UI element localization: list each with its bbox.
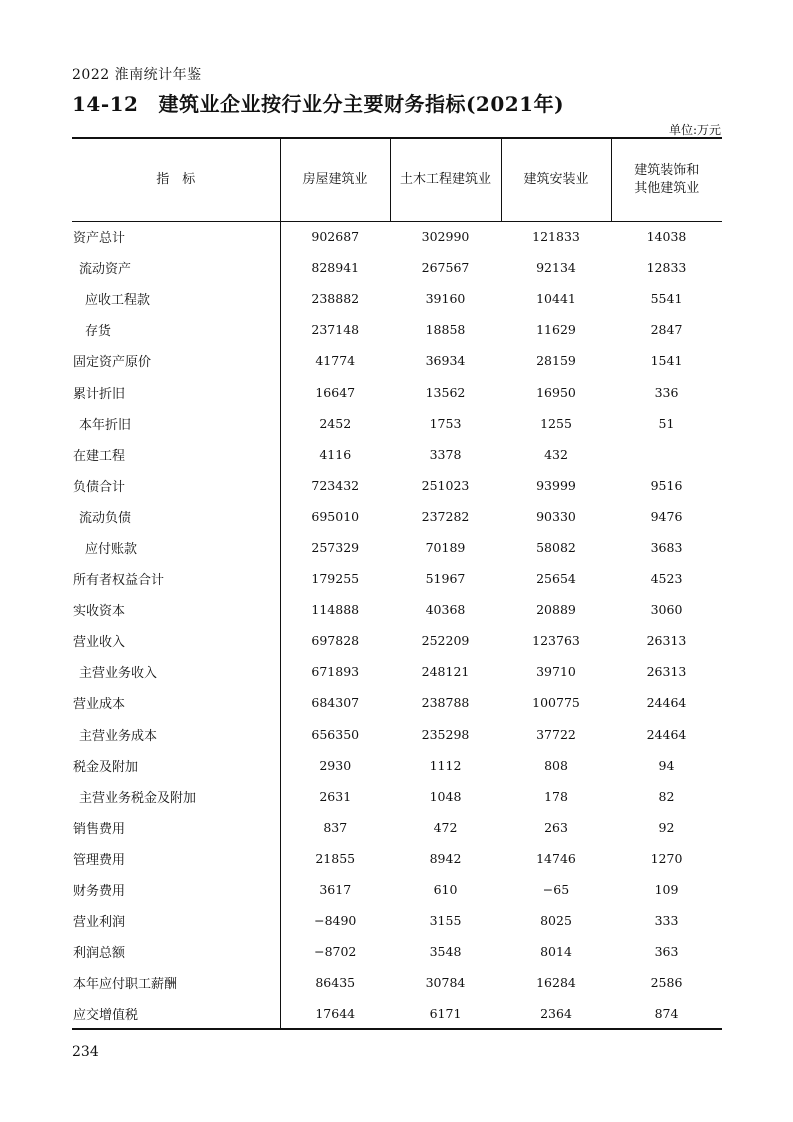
cell-value: 16647: [315, 384, 356, 400]
cell-value: 610: [433, 882, 458, 898]
cell-value: 2847: [650, 322, 683, 338]
cell-value: 37722: [536, 726, 576, 742]
column-header-decoration-other: [611, 138, 722, 221]
cell-value: 336: [654, 384, 679, 400]
cell-value: 16284: [536, 975, 576, 991]
cell-value: 40368: [425, 602, 466, 618]
cell-value: 267567: [421, 260, 470, 276]
cell-value: 4523: [650, 571, 683, 587]
cell-value: 17644: [280, 998, 390, 1029]
table-row: [72, 843, 722, 874]
cell-value: 432: [544, 446, 568, 462]
cell-value: 684307: [311, 695, 360, 711]
cell-value: 82: [658, 788, 675, 804]
cell-value: 2364: [501, 998, 611, 1029]
cell-value: 14746: [536, 850, 576, 866]
cell-value: 4116: [319, 446, 352, 462]
cell-value: 14038: [646, 229, 687, 245]
cell-value: 257329: [311, 539, 360, 555]
row-label: 实收资本: [72, 594, 280, 625]
cell-value: 36934: [425, 353, 466, 369]
cell-value: 70189: [425, 539, 466, 555]
cell-value: 11629: [536, 322, 576, 338]
row-label: 主营业务收入: [72, 656, 280, 687]
table-row: [72, 563, 722, 594]
row-label: 在建工程: [72, 439, 280, 470]
table-row: [72, 594, 722, 625]
column-header-civil-engineering: 土木工程建筑业: [390, 138, 501, 221]
cell-value: 2930: [319, 757, 352, 773]
cell-value: 13562: [425, 384, 466, 400]
row-label: 销售费用: [72, 812, 280, 843]
cell-value: 1753: [429, 415, 462, 431]
cell-value: 3060: [650, 602, 683, 618]
column-header-installation: 建筑安装业: [501, 138, 611, 221]
cell-value: 1270: [650, 850, 683, 866]
table-row: [72, 656, 722, 687]
row-label: 所有者权益合计: [72, 563, 280, 594]
row-label: 资产总计: [72, 221, 280, 252]
table-row: [72, 532, 722, 563]
table-row: [72, 998, 722, 1029]
cell-value: 21855: [315, 850, 356, 866]
cell-value: 30784: [425, 975, 466, 991]
cell-value: 1541: [650, 353, 683, 369]
cell-value: 472: [433, 819, 458, 835]
table-row: [72, 470, 722, 501]
cell-value: 333: [654, 913, 679, 929]
cell-value: 12833: [646, 260, 687, 276]
cell-value: 363: [654, 944, 679, 960]
cell-value: 94: [658, 757, 675, 773]
column-header-indicator: 指 标: [72, 138, 280, 221]
cell-value: 26313: [646, 664, 687, 680]
table-row: [72, 376, 722, 407]
cell-value: 697828: [311, 633, 360, 649]
cell-value: 263: [544, 819, 568, 835]
table-row: [72, 283, 722, 314]
table-title-text: 建筑业企业按行业分主要财务指标(2021年): [158, 92, 565, 116]
table-row: [72, 408, 722, 439]
cell-value: 8025: [540, 913, 572, 929]
table-row: [72, 625, 722, 656]
cell-value: 8942: [429, 850, 462, 866]
cell-value: 302990: [421, 229, 470, 245]
table-row: [72, 345, 722, 376]
cell-value: 178: [544, 788, 568, 804]
table-row: [72, 905, 722, 936]
cell-value: 237282: [421, 508, 470, 524]
cell-value: 1112: [429, 757, 462, 773]
row-label: 固定资产原价: [72, 345, 280, 376]
row-label: 营业收入: [72, 625, 280, 656]
cell-value: 92134: [536, 260, 576, 276]
table-row: [72, 221, 722, 252]
table-row: [72, 967, 722, 998]
row-label: 财务费用: [72, 874, 280, 905]
cell-value: 671893: [311, 664, 360, 680]
cell-value: 6171: [390, 998, 501, 1029]
table-row: [72, 439, 722, 470]
cell-value: 235298: [421, 726, 470, 742]
row-label: 营业成本: [72, 687, 280, 718]
cell-value: 39160: [425, 291, 466, 307]
cell-value: 121833: [532, 229, 580, 245]
cell-value: 656350: [311, 726, 360, 742]
table-row: [72, 501, 722, 532]
cell-value: 3617: [319, 882, 352, 898]
cell-value: 51967: [425, 571, 466, 587]
cell-value: 837: [323, 819, 348, 835]
cell-value: 3155: [429, 913, 462, 929]
row-label: 存货: [72, 314, 280, 345]
cell-value: 5541: [650, 291, 683, 307]
cell-value: 39710: [536, 664, 576, 680]
column-header-decoration-line2: 其他建筑业: [634, 180, 700, 196]
cell-value: 26313: [646, 633, 687, 649]
column-header-building-construction: 房屋建筑业: [280, 138, 390, 221]
table-row: [72, 252, 722, 283]
row-label: 营业利润: [72, 905, 280, 936]
cell-value: −65: [542, 882, 570, 898]
cell-value: 9516: [650, 477, 683, 493]
cell-value: 18858: [425, 322, 466, 338]
page-number: 234: [72, 1044, 99, 1060]
row-label: 流动负债: [72, 501, 280, 532]
cell-value: 874: [611, 998, 722, 1029]
cell-value: 28159: [536, 353, 576, 369]
cell-value: 109: [654, 882, 679, 898]
row-label: 主营业务税金及附加: [72, 781, 280, 812]
table-row: [72, 936, 722, 967]
cell-value: 10441: [536, 291, 576, 307]
cell-value: 3683: [650, 539, 683, 555]
cell-value: 723432: [311, 477, 360, 493]
row-label: 本年应付职工薪酬: [72, 967, 280, 998]
cell-value: 3378: [429, 446, 462, 462]
cell-value: 92: [658, 819, 675, 835]
table-header-row: [72, 138, 722, 221]
cell-value: 695010: [311, 508, 360, 524]
cell-value: 20889: [536, 602, 576, 618]
cell-value: 3548: [429, 944, 462, 960]
cell-value: 86435: [315, 975, 356, 991]
cell-value: 902687: [311, 229, 360, 245]
cell-value: 41774: [315, 353, 356, 369]
cell-value: 24464: [646, 695, 687, 711]
row-label: 累计折旧: [72, 376, 280, 407]
cell-value: 58082: [536, 539, 576, 555]
cell-value: 828941: [311, 260, 360, 276]
cell-value: 2631: [319, 788, 352, 804]
row-label: 负债合计: [72, 470, 280, 501]
cell-value: 100775: [532, 695, 580, 711]
unit-label: 单位:万元: [668, 123, 721, 137]
row-label: 本年折旧: [72, 408, 280, 439]
cell-value: 24464: [646, 726, 687, 742]
cell-value: 25654: [536, 571, 576, 587]
table-row: [72, 874, 722, 905]
cell-value: 2452: [319, 415, 352, 431]
cell-value: [611, 439, 722, 470]
cell-value: 9476: [650, 508, 683, 524]
cell-value: 251023: [421, 477, 470, 493]
cell-value: 1048: [429, 788, 462, 804]
row-label: 应收工程款: [72, 283, 280, 314]
cell-value: 114888: [311, 602, 360, 618]
row-label: 税金及附加: [72, 750, 280, 781]
cell-value: 238882: [311, 291, 360, 307]
cell-value: 16950: [536, 384, 576, 400]
row-label: 流动资产: [72, 252, 280, 283]
row-label: 主营业务成本: [72, 719, 280, 750]
cell-value: 8014: [540, 944, 572, 960]
cell-value: 123763: [532, 633, 580, 649]
row-label: 利润总额: [72, 936, 280, 967]
table-row: [72, 719, 722, 750]
column-header-decoration-line1: 建筑装饰和: [634, 162, 700, 178]
cell-value: 179255: [311, 571, 360, 587]
table-number: 14-12: [72, 92, 139, 116]
cell-value: −8702: [314, 944, 357, 960]
cell-value: 90330: [536, 508, 576, 524]
table-row: [72, 750, 722, 781]
financial-indicators-table: [72, 137, 722, 1030]
cell-value: 808: [544, 757, 568, 773]
cell-value: 237148: [311, 322, 360, 338]
cell-value: 248121: [421, 664, 470, 680]
table-row: [72, 781, 722, 812]
table-row: [72, 687, 722, 718]
cell-value: −8490: [314, 913, 357, 929]
row-label: 应付账款: [72, 532, 280, 563]
table-row: [72, 314, 722, 345]
cell-value: 238788: [421, 695, 470, 711]
cell-value: 51: [658, 415, 675, 431]
yearbook-header: 2022 淮南统计年鉴: [72, 67, 202, 83]
cell-value: 93999: [536, 477, 576, 493]
cell-value: 2586: [650, 975, 683, 991]
row-label: 应交增值税: [72, 998, 280, 1029]
cell-value: 252209: [421, 633, 470, 649]
table-title: [72, 88, 564, 117]
table-row: [72, 812, 722, 843]
row-label: 管理费用: [72, 843, 280, 874]
cell-value: 1255: [540, 415, 572, 431]
